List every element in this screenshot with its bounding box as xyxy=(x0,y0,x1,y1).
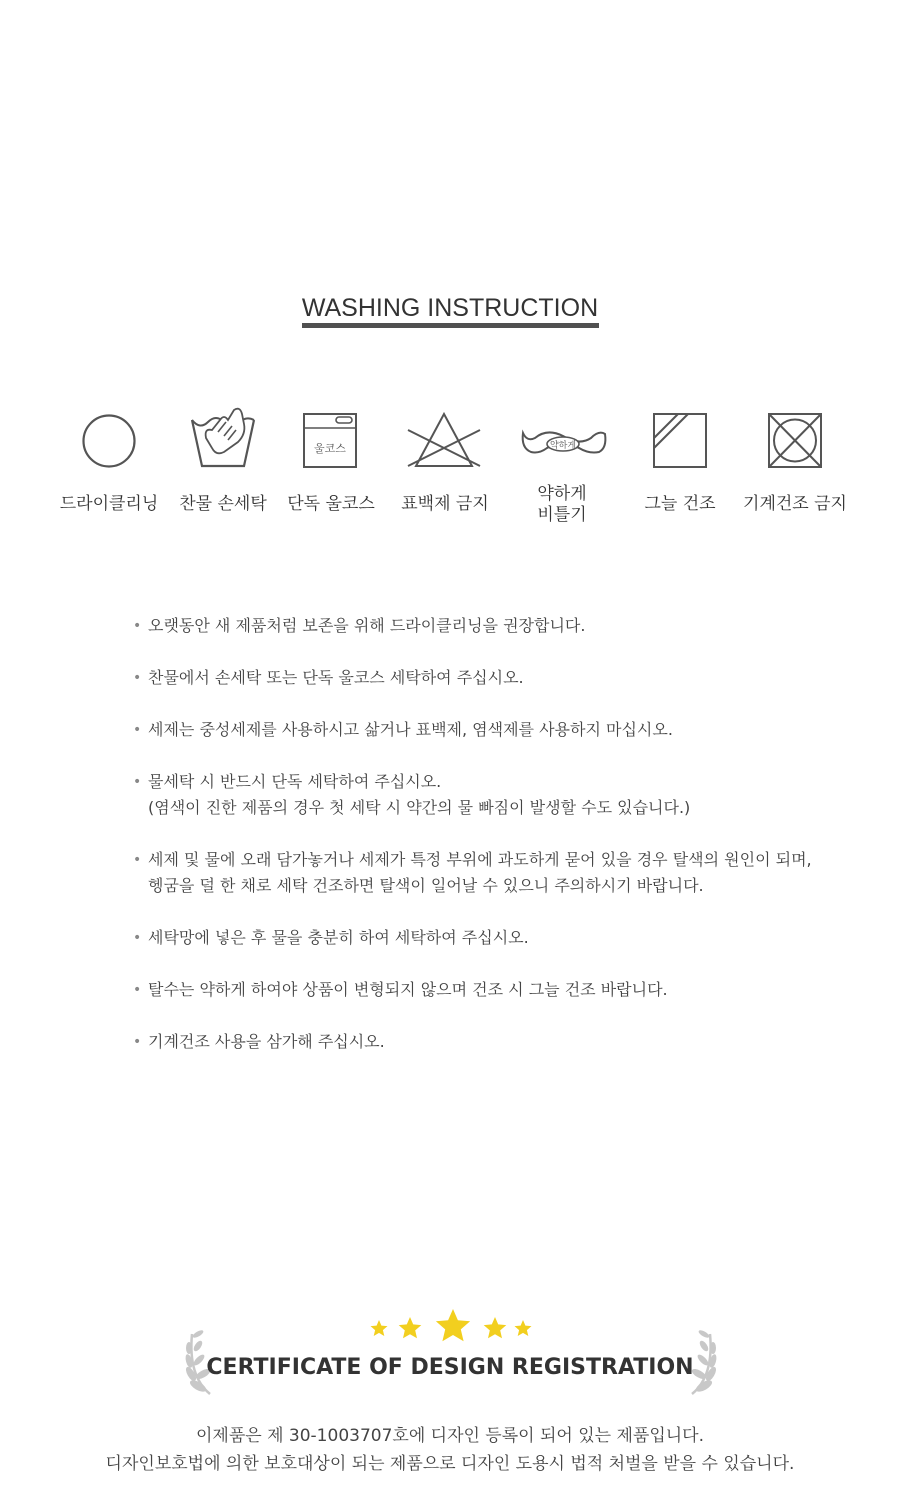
no-bleach-icon xyxy=(406,408,482,470)
star-icon xyxy=(371,1320,388,1336)
gentle-wring-icon-text: 약하게 xyxy=(549,441,577,451)
star-icon xyxy=(436,1309,470,1341)
list-item: • 오랫동안 새 제품처럼 보존을 위해 드라이클리닝을 권장합니다. xyxy=(133,616,586,635)
dry-clean-circle-icon xyxy=(82,408,136,470)
title-underline xyxy=(302,323,599,328)
shade-dry-icon xyxy=(653,408,709,470)
list-item: • 세제 및 물에 오래 담가놓거나 세제가 특정 부위에 과도하게 묻어 있을 경우 탈색의 원인이 되며, 헹굼을 덜 한 채로 세탁 건조하면 탈색이 일어날 수 있으니 주의하시기 바랍니다. xyxy=(133,850,812,895)
certificate-title: CERTIFICATE OF DESIGN REGISTRATION xyxy=(206,1355,694,1380)
certificate-stars xyxy=(368,1308,534,1356)
care-label-gentle-wring-line2: 비틀기 xyxy=(537,505,587,525)
care-notes-list xyxy=(133,613,853,1055)
gentle-wring-icon xyxy=(519,408,607,470)
wool-course-icon-text: 울코스 xyxy=(314,442,346,455)
certificate-line-2: 디자인보호법에 의한 보호대상이 되는 제품으로 디자인 도용시 법적 처벌을 받을 수 있습니다. xyxy=(105,1454,795,1474)
list-item: • 세탁망에 넣은 후 물을 충분히 하여 세탁하여 주십시오. xyxy=(133,928,529,947)
list-item: • 물세탁 시 반드시 단독 세탁하여 주십시오. (염색이 진한 제품의 경우 첫 세탁 시 약간의 물 빠짐이 발생할 수도 있습니다.) xyxy=(133,772,691,817)
care-label-dry-clean: 드라이클리닝 xyxy=(59,494,159,514)
no-tumble-dry-icon xyxy=(768,408,824,470)
care-label-hand-wash: 찬물 손세탁 xyxy=(179,494,267,514)
list-item: • 탈수는 약하게 하여야 상품이 변형되지 않으며 건조 시 그늘 건조 바랍니다. xyxy=(133,980,668,999)
star-icon xyxy=(515,1320,532,1336)
list-item: • 찬물에서 손세탁 또는 단독 울코스 세탁하여 주십시오. xyxy=(133,668,524,687)
care-label-shade-dry: 그늘 건조 xyxy=(644,494,716,514)
wool-course-icon xyxy=(303,408,359,470)
care-label-gentle-wring xyxy=(502,484,622,526)
care-label-no-tumble-dry: 기계건조 금지 xyxy=(743,494,847,514)
star-icon xyxy=(484,1317,507,1338)
hand-wash-icon xyxy=(190,408,256,470)
list-item: • 기계건조 사용을 삼가해 주십시오. xyxy=(133,1032,385,1051)
list-item: • 세제는 중성세제를 사용하시고 삶거나 표백제, 염색제를 사용하지 마십시오. xyxy=(133,720,673,739)
care-label-no-bleach: 표백제 금지 xyxy=(401,494,489,514)
section-title: WASHING INSTRUCTION xyxy=(301,294,599,322)
certificate-line-1: 이제품은 제 30-1003707호에 디자인 등록이 되어 있는 제품입니다. xyxy=(196,1426,704,1446)
care-label-gentle-wring-line1: 약하게 xyxy=(537,484,587,504)
care-label-wool-course: 단독 울코스 xyxy=(287,494,375,514)
star-icon xyxy=(399,1317,422,1338)
